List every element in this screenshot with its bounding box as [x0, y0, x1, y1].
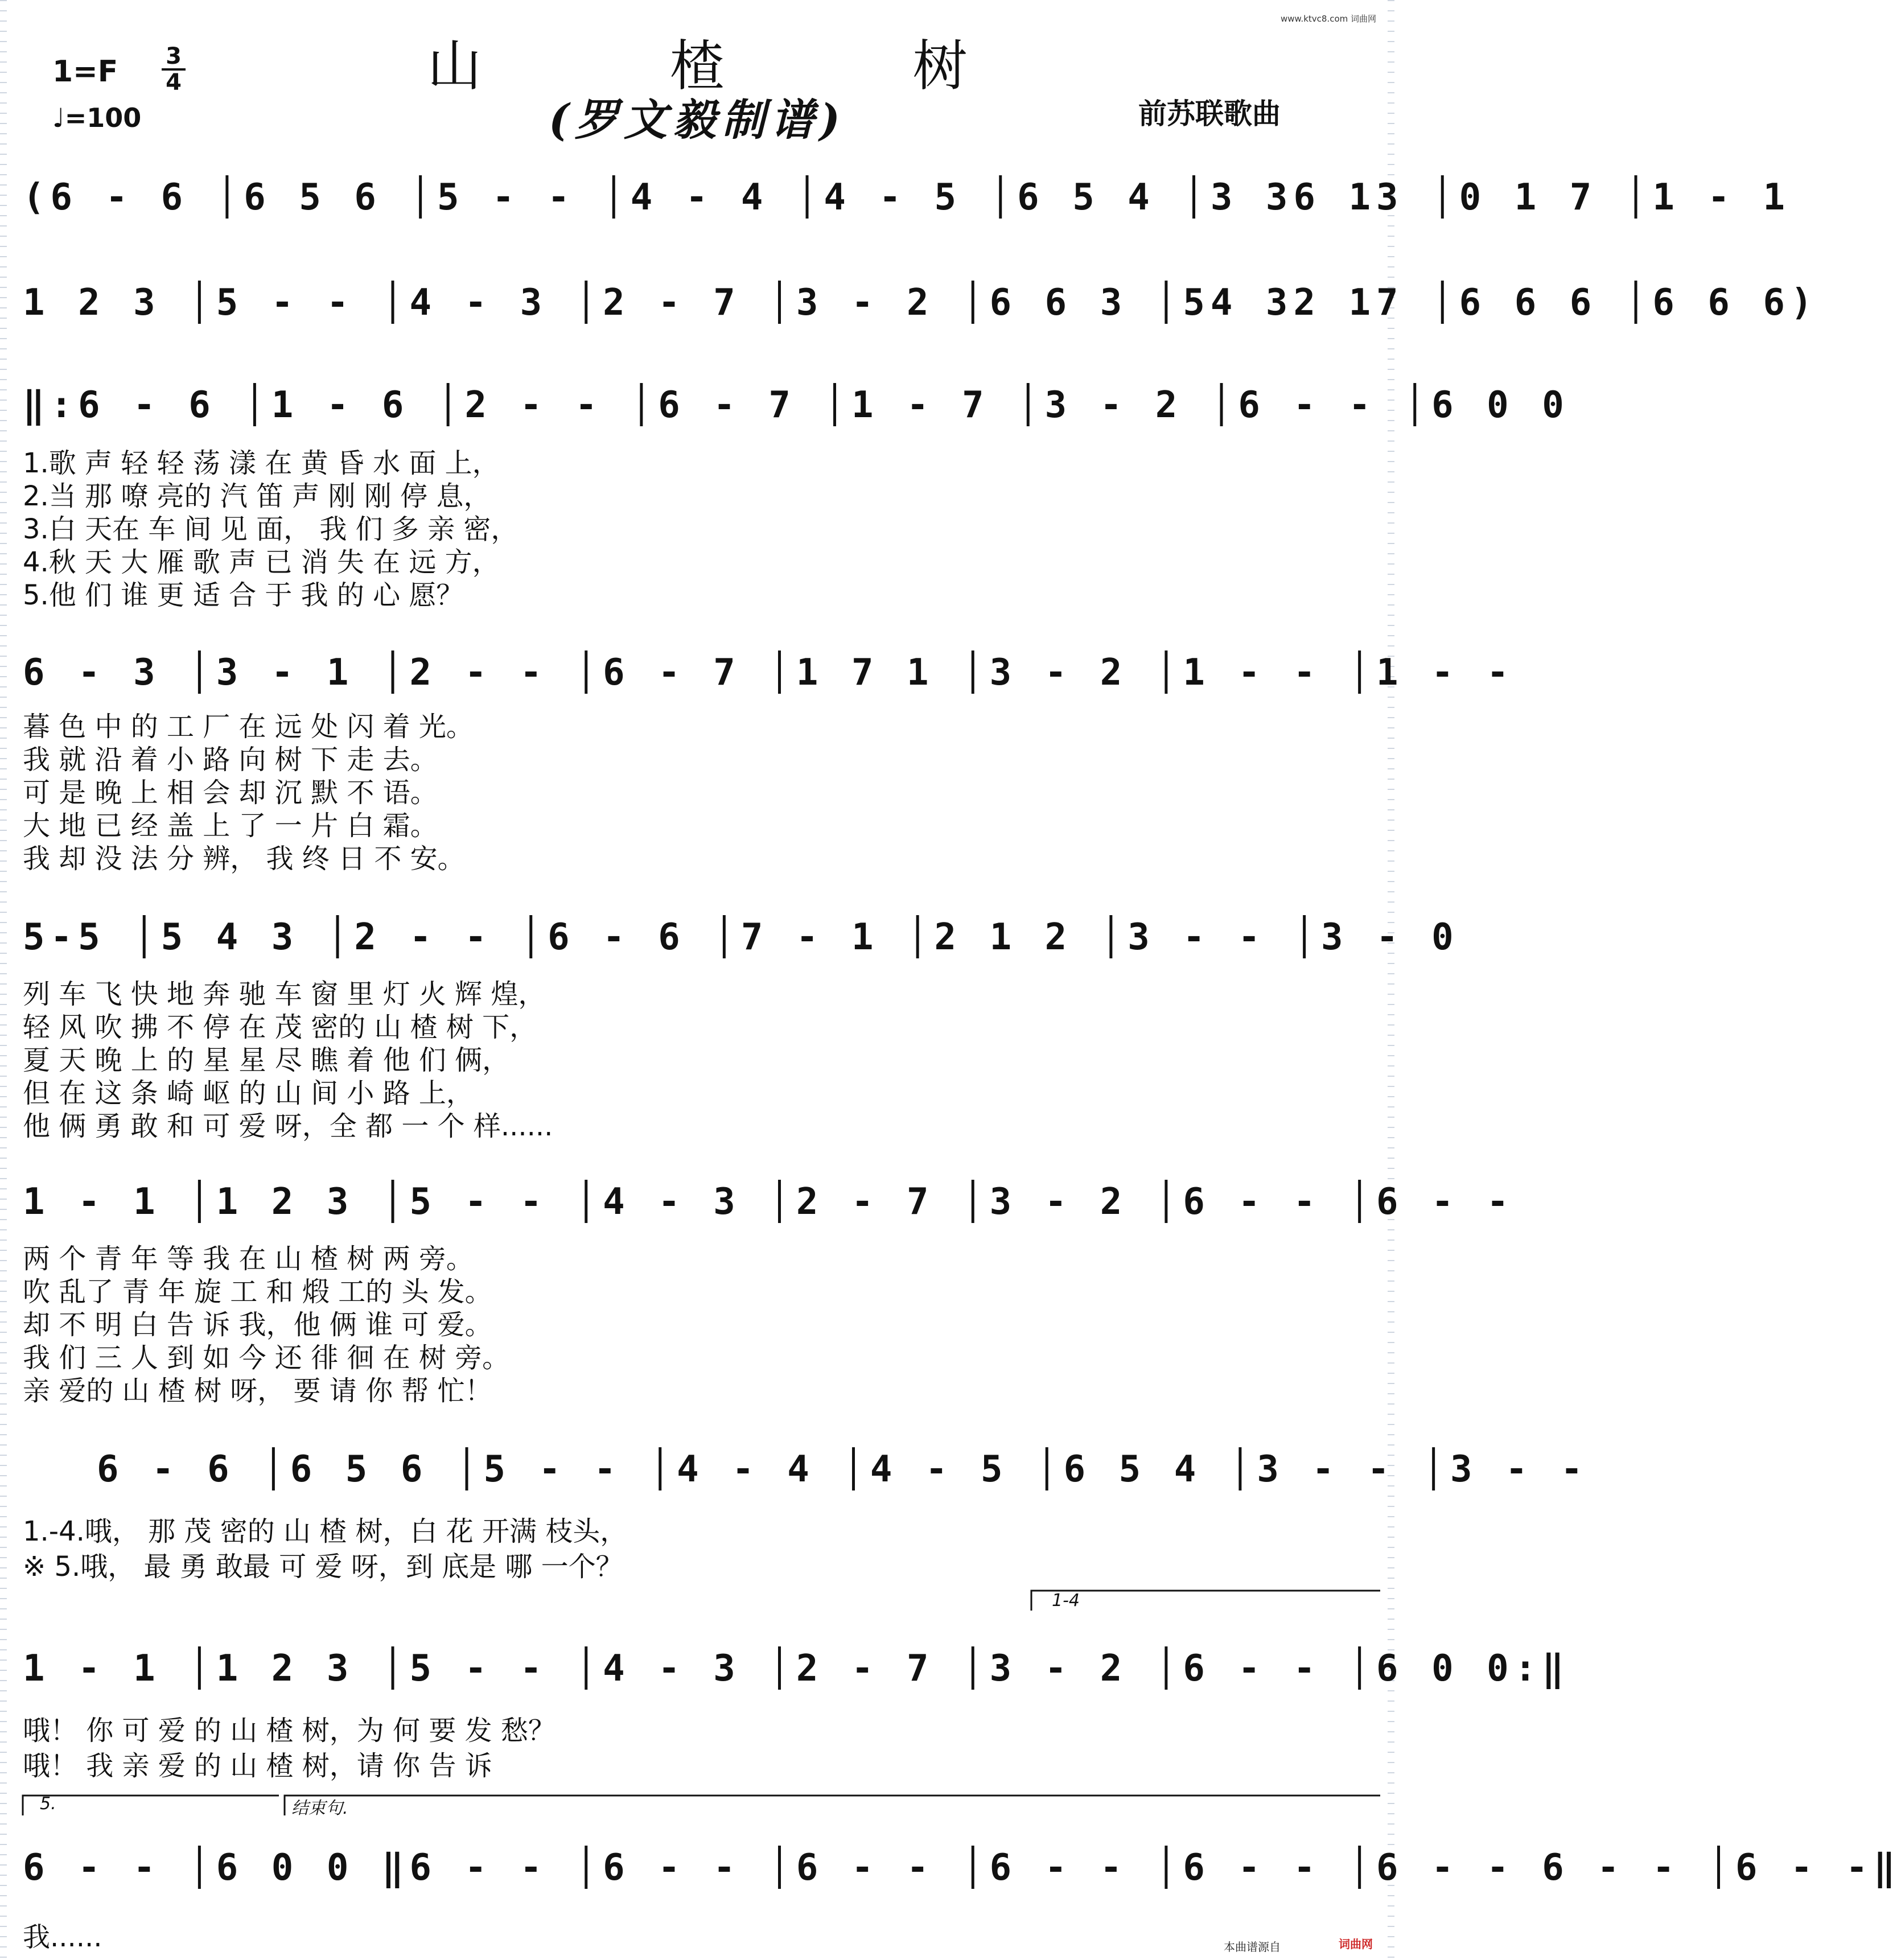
score-system-5: 5-5 │5 4 3 │2 - - │6 - 6 │7 - 1 │2 1 2 │3 - - │3 - 0: [23, 916, 1459, 958]
source-label: 本曲谱源自: [1224, 1940, 1281, 1954]
score-system-1: (6 - 6 │6 5 6 │5 - - │4 - 4 │4 - 5 │6 5 4 │3 36 13 │0 1 7 │1 - 1: [23, 176, 1791, 219]
lyric-line: 3.白 天在 车 间 见 面， 我 们 多 亲 密，: [23, 513, 519, 545]
volta-5-label: 5.: [40, 1794, 56, 1814]
lyric-line: 却 不 明 白 告 诉 我，他 俩 谁 可 爱。: [23, 1309, 492, 1341]
lyric-line: 轻 风 吹 拂 不 停 在 茂 密的 山 楂 树 下，: [23, 1011, 537, 1043]
key-signature: 1=F: [52, 55, 118, 89]
score-system-2: 1 2 3 │5 - - │4 - 3 │2 - 7 │3 - 2 │6 6 3 │54 32 17 │6 6 6 │6 6 6): [23, 282, 1818, 324]
lyric-line: 吹 乱了 青 年 旋 工 和 煅 工的 头 发。: [23, 1276, 492, 1308]
ending-label: 结束句.: [291, 1798, 348, 1818]
lyric-line: 亲 爱的 山 楂 树 呀， 要 请 你 帮 忙！: [23, 1375, 492, 1407]
time-signature-bottom: 4: [162, 68, 186, 94]
lyric-line: 哦！ 你 可 爱 的 山 楂 树，为 何 要 发 愁？: [23, 1715, 556, 1747]
lyric-line: ※ 5.哦， 最 勇 敢最 可 爱 呀，到 底是 哪 一个？: [23, 1551, 623, 1583]
site-watermark: www.ktvc8.com 词曲网: [1281, 14, 1377, 24]
score-system-7: 6 - 6 │6 5 6 │5 - - │4 - 4 │4 - 5 │6 5 4 │3 - - │3 - -: [97, 1448, 1589, 1490]
score-system-8: 1 - 1 │1 2 3 │5 - - │4 - 3 │2 - 7 │3 - 2 │6 - - │6 0 0:‖: [23, 1648, 1570, 1690]
lyric-line: 两 个 青 年 等 我 在 山 楂 树 两 旁。: [23, 1243, 474, 1275]
volta-bracket-1-4: [1031, 1591, 1380, 1611]
score-system-3: ‖:6 - 6 │1 - 6 │2 - - │6 - 7 │1 - 7 │3 - 2 │6 - - │6 0 0: [23, 384, 1570, 426]
lyric-line: 哦！ 我 亲 爱 的 山 楂 树，请 你 告 诉: [23, 1750, 492, 1782]
lyric-line: 暮 色 中 的 工 厂 在 远 处 闪 着 光。: [23, 711, 474, 743]
lyric-line: 列 车 飞 快 地 奔 驰 车 窗 里 灯 火 辉 煌，: [23, 978, 546, 1010]
lyric-line: 1.-4.哦， 那 茂 密的 山 楂 树，白 花 开满 枝头，: [23, 1516, 628, 1547]
lyric-line: 4.秋 天 大 雁 歌 声 已 消 失 在 远 方，: [23, 546, 500, 578]
volta-bracket-5: [23, 1796, 279, 1815]
lyric-line: 2.当 那 嘹 亮的 汽 笛 声 刚 刚 停 息，: [23, 480, 491, 512]
ending-bracket: [285, 1796, 1380, 1815]
lyric-line: 大 地 已 经 盖 上 了 一 片 白 霜。: [23, 810, 438, 842]
lyric-line: 可 是 晚 上 相 会 却 沉 默 不 语。: [23, 777, 438, 809]
time-signature-top: 3: [166, 43, 182, 69]
page-title: 山 楂 树: [427, 34, 1053, 98]
lyric-line: 1.歌 声 轻 轻 荡 漾 在 黄 昏 水 面 上，: [23, 447, 500, 479]
score-system-4: 6 - 3 │3 - 1 │2 - - │6 - 7 │1 7 1 │3 - 2 │1 - - │1 - -: [23, 652, 1515, 694]
lyric-line: 我 们 三 人 到 如 今 还 徘 徊 在 树 旁。: [23, 1342, 510, 1374]
brand-logo: 词曲网: [1339, 1937, 1373, 1951]
lyric-line: 我 就 沿 着 小 路 向 树 下 走 去。: [23, 744, 438, 776]
lyric-line: 我 却 没 法 分 辨， 我 终 日 不 安。: [23, 843, 465, 875]
lyric-line: 我......: [23, 1921, 102, 1953]
lyric-line: 他 俩 勇 敢 和 可 爱 呀，全 都 一 个 样......: [23, 1110, 553, 1142]
lyric-line: 夏 天 晚 上 的 星 星 尽 瞧 着 他 们 俩，: [23, 1044, 510, 1076]
lyric-line: 5.他 们 谁 更 适 合 于 我 的 心 愿？: [23, 579, 464, 611]
tempo-marking: ♩=100: [52, 102, 142, 133]
score-system-6: 1 - 1 │1 2 3 │5 - - │4 - 3 │2 - 7 │3 - 2 │6 - - │6 - -: [23, 1181, 1515, 1223]
volta-1-4-label: 1-4: [1052, 1591, 1080, 1611]
score-system-9: 6 - - │6 0 0 ‖6 - - │6 - - │6 - - │6 - - │6 - - │6 - - 6 - - │6 - -‖: [23, 1847, 1901, 1889]
lyric-line: 但 在 这 条 崎 岖 的 山 间 小 路 上，: [23, 1077, 474, 1109]
arranger-credit: (罗文毅制谱): [549, 94, 846, 145]
composer-credit: 前苏联歌曲: [1138, 97, 1281, 130]
